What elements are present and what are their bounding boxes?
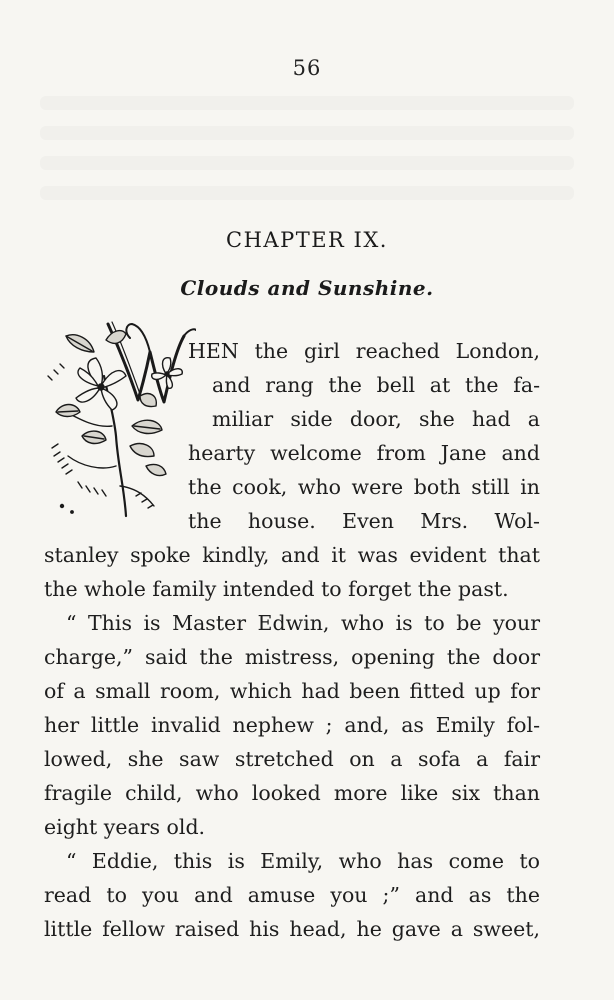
text-line: stanley spoke kindly, and it was evident that: [44, 543, 540, 567]
text-line: miliar side door, she had a: [212, 407, 540, 431]
text-line: fragile child, who looked more like six than: [44, 781, 540, 805]
text-line: the house. Even Mrs. Wol-: [188, 509, 540, 533]
text-line: of a small room, which had been fitted up for: [44, 679, 540, 703]
chapter-heading: CHAPTER IX.: [226, 228, 388, 252]
text-line: the cook, who were both still in: [188, 475, 540, 499]
text-line: hearty welcome from Jane and: [188, 441, 540, 465]
text-line: read to you and amuse you ;” and as the: [44, 883, 540, 907]
page-number: 56: [292, 56, 322, 80]
text-line: “ This is Master Edwin, who is to be your: [66, 611, 540, 635]
text-line: eight years old.: [44, 815, 206, 839]
text-line: HEN the girl reached London,: [188, 339, 540, 363]
text-line: her little invalid nephew ; and, as Emily fol-: [44, 713, 540, 737]
text-line: charge,” said the mistress, opening the door: [44, 645, 540, 669]
text-line: lowed, she saw stretched on a sofa a fair: [44, 747, 540, 771]
text-line: and rang the bell at the fa-: [212, 373, 540, 397]
text-line: the whole family intended to forget the past.: [44, 577, 509, 601]
chapter-title: Clouds and Sunshine.: [180, 276, 434, 300]
text-line: “ Eddie, this is Emily, who has come to: [66, 849, 540, 873]
text-line: little fellow raised his head, he gave a sweet,: [44, 917, 540, 941]
